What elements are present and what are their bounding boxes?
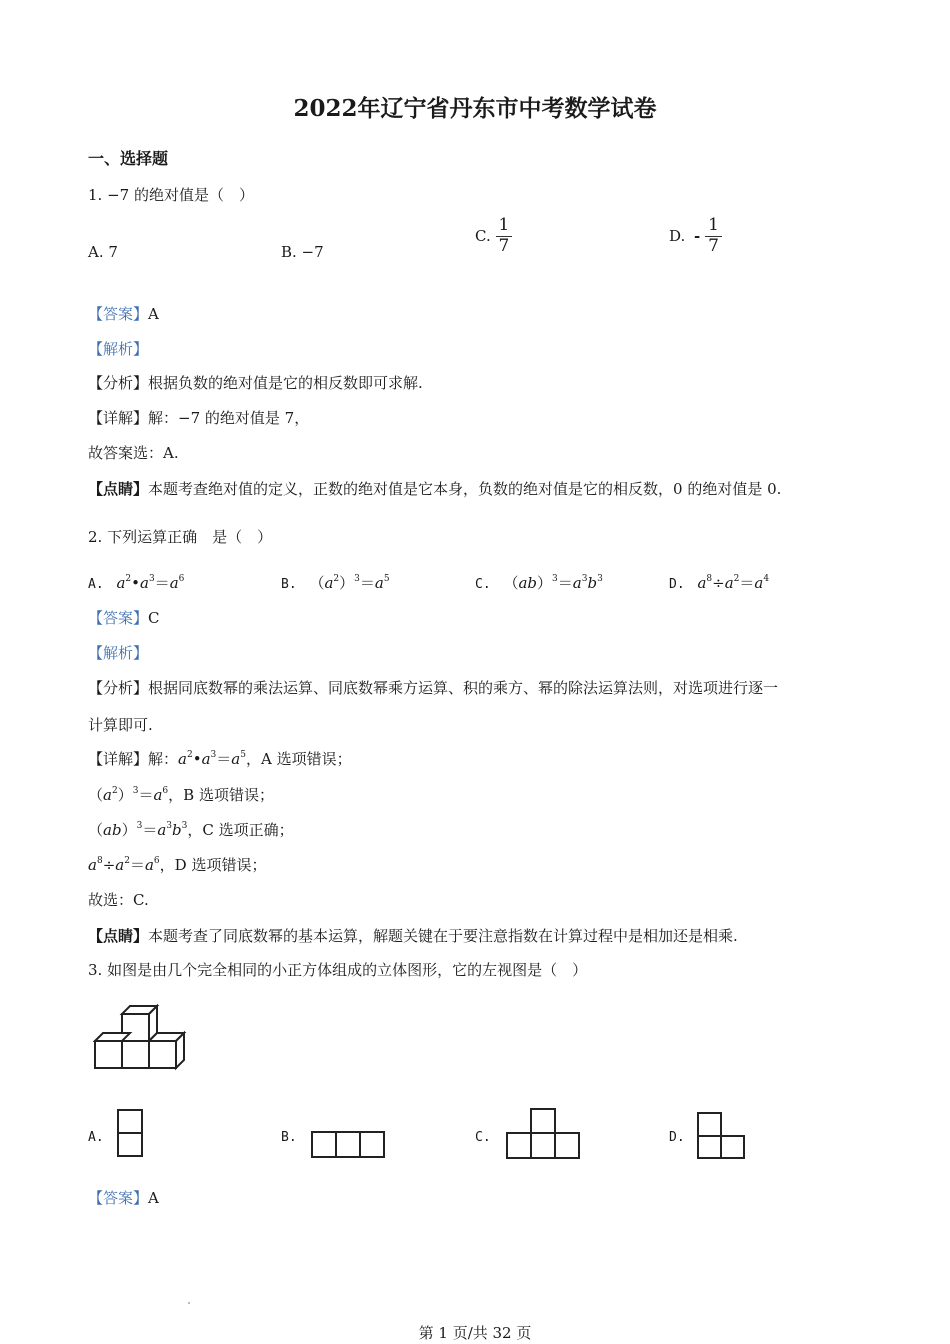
q2-option-d-label: D. (669, 577, 685, 592)
q2-option-b-expr: $(a^2)^3=a^5$ (309, 574, 390, 592)
q1-option-b: B. −7 (281, 243, 324, 261)
q1-fenxi (88, 372, 423, 393)
xiangjie-label: 【详解】 (88, 750, 149, 768)
q2-detail-c-expr: $(ab)^3=a^3b^3$ (88, 821, 188, 839)
q3-option-d-view (696, 1111, 750, 1161)
q2-fenxi (88, 677, 778, 698)
q1-fenxi-text: 根据负数的绝对值是它的相反数即可求解. (148, 374, 423, 392)
q2-xiangjie-line2 (88, 784, 274, 805)
q3-option-b-label: B. (281, 1130, 297, 1145)
q3-option-d-label: D. (669, 1130, 685, 1145)
q1-dianjing (88, 478, 781, 499)
answer-label: 【答案】 (88, 1189, 149, 1207)
q2-answer (88, 607, 160, 628)
q3-stem: 3. 如图是由几个完全相同的小正方体组成的立体图形，它的左视图是（ ） (88, 961, 588, 979)
xiangjie-label: 【详解】 (88, 409, 149, 427)
fraction-denominator: 7 (708, 235, 719, 256)
cube-middle-front (122, 1041, 149, 1068)
q2-detail-b-result: ，B 选项错误； (168, 786, 274, 804)
view-square (312, 1132, 336, 1157)
view-square (531, 1133, 555, 1158)
q2-option-c-label: C. (475, 577, 491, 592)
q3-solid-figure (90, 1000, 190, 1074)
q2-detail-c-result: ，C 选项正确； (187, 821, 294, 839)
q2-detail-b-expr: $(a^2)^3=a^6$ (88, 786, 169, 804)
q2-option-a (88, 572, 184, 593)
dianjing-label: 【点睛】 (88, 927, 149, 945)
q1-option-c-label: C. (475, 227, 491, 246)
q3-option-c-view (505, 1107, 585, 1161)
view-square (698, 1136, 721, 1158)
q2-fenxi-text: 根据同底数幂的乘法运算、同底数幂乘方运算、积的乘方、幂的除法运算法则，对选项进行逐一 (148, 679, 779, 697)
q2-stem: 2. 下列运算正确 是（ ） (88, 528, 273, 546)
q2-option-b (281, 572, 390, 593)
q1-option-d-fraction (705, 216, 722, 256)
q2-xiangjie-line1 (88, 748, 352, 769)
q2-option-c-expr: $(ab)^3=a^3b^3$ (503, 574, 603, 592)
q2-fenxi-continued: 计算即可. (88, 716, 153, 734)
q3-option-a-view (116, 1108, 146, 1160)
q2-detail-d-expr: $a^8\div a^2=a^6$ (88, 856, 160, 874)
fenxi-label: 【分析】 (88, 374, 149, 392)
q2-dianjing (88, 925, 738, 946)
fraction-numerator: 1 (705, 216, 722, 237)
view-square (555, 1133, 579, 1158)
view-square (118, 1133, 142, 1156)
q1-analysis-label: 【解析】 (88, 340, 149, 358)
section-heading: 一、选择题 (88, 149, 169, 168)
q3-answer (88, 1187, 159, 1208)
q1-answer-value: A (148, 305, 159, 323)
q2-analysis-label: 【解析】 (88, 644, 149, 662)
q1-option-c-fraction (496, 216, 513, 256)
q2-option-d (669, 572, 769, 593)
q2-option-a-expr: $a^2•a^3=a^6$ (116, 574, 185, 592)
q1-xiangjie-text: 解：−7 的绝对值是 7， (148, 409, 310, 427)
view-square (721, 1136, 744, 1158)
q1-option-d (669, 216, 722, 256)
q2-detail-d-result: ，D 选项错误； (159, 856, 267, 874)
q3-option-c-label: C. (475, 1130, 491, 1145)
view-square (698, 1113, 721, 1136)
q2-option-c (475, 572, 603, 593)
q2-dianjing-text: 本题考查了同底数幂的基本运算，解题关键在于要注意指数在计算过程中是相加还是相乘. (148, 927, 738, 945)
fraction-denominator: 7 (498, 235, 510, 256)
cube-left-front (95, 1041, 122, 1068)
fraction-numerator: 1 (496, 216, 513, 237)
q1-option-c (475, 216, 512, 256)
q2-xiangjie-prefix: 解： (148, 750, 179, 768)
cube-right-front (149, 1041, 176, 1068)
q2-xiangjie-line3 (88, 819, 294, 840)
q2-conclusion: 故选：C. (88, 891, 149, 909)
q1-answer (88, 303, 159, 324)
q2-option-a-label: A. (88, 577, 104, 592)
q1-option-a: A. 7 (88, 243, 118, 261)
q1-option-d-label: D. (669, 227, 686, 246)
q2-option-b-label: B. (281, 577, 297, 592)
answer-label: 【答案】 (88, 609, 149, 627)
answer-label: 【答案】 (88, 305, 149, 323)
q2-detail-a-result: ，A 选项错误； (245, 750, 352, 768)
q2-detail-a-expr: $a^2•a^3=a^5$ (178, 750, 246, 768)
dianjing-label: 【点睛】 (88, 480, 149, 498)
q2-answer-value: C (148, 609, 160, 627)
view-square (507, 1133, 531, 1158)
page-footer: 第 1 页/共 32 页 (418, 1324, 532, 1342)
q3-option-b-view (310, 1130, 390, 1160)
q1-option-d-negative: - (694, 227, 701, 246)
q1-conclusion: 故答案选：A. (88, 444, 179, 462)
q3-answer-value: A (148, 1189, 159, 1207)
page-title: 2022年辽宁省丹东市中考数学试卷 (293, 95, 657, 122)
q3-option-a-label: A. (88, 1130, 104, 1145)
fenxi-label: 【分析】 (88, 679, 149, 697)
q2-xiangjie-line4 (88, 854, 266, 875)
scan-dot (188, 1302, 190, 1304)
view-square (360, 1132, 384, 1157)
q2-option-d-expr: $a^8\div a^2=a^4$ (697, 574, 770, 592)
q1-xiangjie (88, 407, 309, 428)
view-square (118, 1110, 142, 1133)
view-square (336, 1132, 360, 1157)
q1-stem: 1. −7 的绝对值是（ ） (88, 186, 254, 204)
view-square (531, 1109, 555, 1133)
q1-dianjing-text: 本题考查绝对值的定义，正数的绝对值是它本身，负数的绝对值是它的相反数，0 的绝对值是 0. (148, 480, 782, 498)
